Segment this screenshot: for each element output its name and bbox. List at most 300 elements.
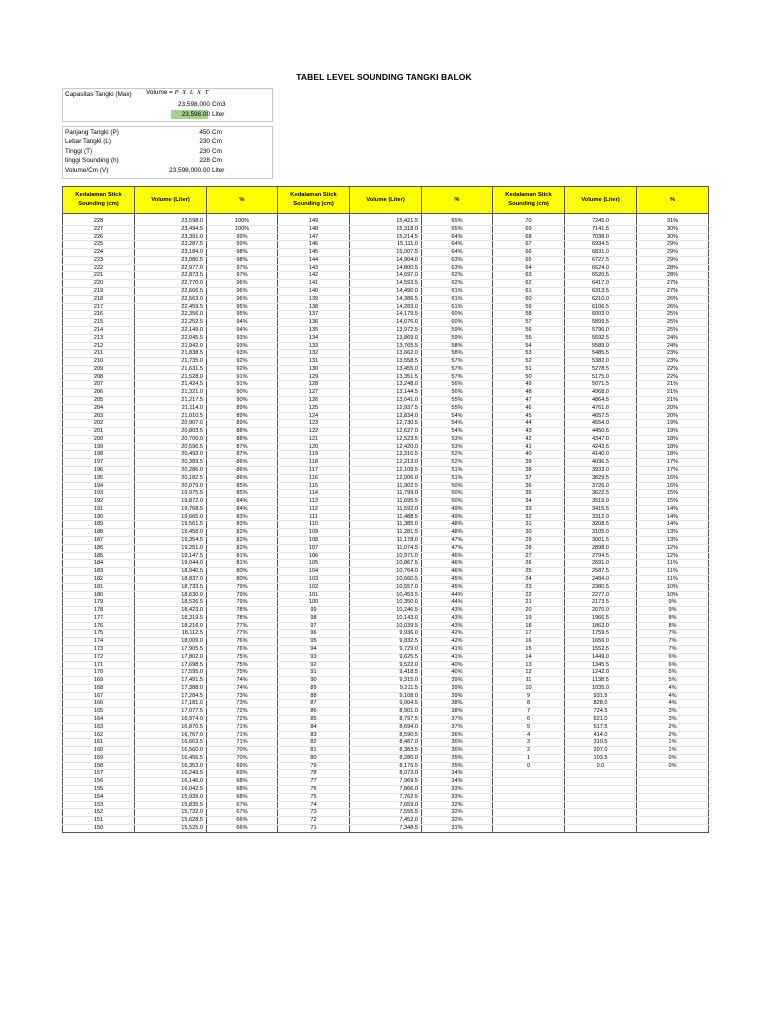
percent-cell: 7%: [637, 638, 709, 646]
depth-cell: 59: [493, 303, 565, 311]
percent-cell: 28%: [637, 272, 709, 280]
percent-cell: 2%: [637, 723, 709, 731]
depth-cell: 110: [278, 521, 350, 529]
volume-cell: 15,318.0: [350, 225, 422, 233]
depth-cell: 145: [278, 249, 350, 257]
percent-cell: [637, 770, 709, 778]
percent-cell: 85%: [207, 490, 278, 498]
depth-cell: 188: [63, 529, 135, 537]
volume-cell: 3208.5: [565, 521, 637, 529]
table-row: [63, 622, 709, 630]
volume-cell: 14,800.5: [350, 264, 422, 272]
percent-cell: 86%: [207, 474, 278, 482]
volume-cell: 20,389.5: [135, 459, 207, 467]
volume-cell: 14,283.0: [350, 303, 422, 311]
percent-cell: 98%: [207, 249, 278, 257]
depth-cell: 69: [493, 225, 565, 233]
percent-cell: 90%: [207, 389, 278, 397]
percent-cell: 72%: [207, 716, 278, 724]
volume-cell: 1345.5: [565, 661, 637, 669]
depth-cell: 120: [278, 443, 350, 451]
volume-cell: 207.0: [565, 747, 637, 755]
formula-prefix: Volume =: [146, 89, 175, 96]
depth-cell: 218: [63, 295, 135, 303]
depth-cell: 28: [493, 544, 565, 552]
dimension-unit: Cm: [212, 147, 222, 155]
percent-cell: 47%: [422, 537, 493, 545]
percent-cell: 72%: [207, 708, 278, 716]
depth-cell: 131: [278, 358, 350, 366]
percent-cell: 64%: [422, 233, 493, 241]
volume-cell: 14,386.5: [350, 295, 422, 303]
percent-cell: 11%: [637, 568, 709, 576]
volume-cell: 10,143.0: [350, 614, 422, 622]
volume-cell: 2898.0: [565, 544, 637, 552]
volume-cell: 18,216.0: [135, 622, 207, 630]
volume-cell: 11,178.0: [350, 537, 422, 545]
depth-cell: 56: [493, 326, 565, 334]
depth-cell: 177: [63, 614, 135, 622]
depth-cell: 205: [63, 396, 135, 404]
table-row: [63, 505, 709, 513]
volume-cell: 20,079.0: [135, 482, 207, 490]
volume-cell: 12,006.0: [350, 474, 422, 482]
depth-cell: 60: [493, 295, 565, 303]
volume-cell: 4036.5: [565, 459, 637, 467]
depth-cell: 63: [493, 272, 565, 280]
depth-cell: 7: [493, 708, 565, 716]
percent-cell: 22%: [637, 373, 709, 381]
table-row: [63, 537, 709, 545]
percent-cell: 66%: [207, 824, 278, 832]
percent-cell: 26%: [637, 295, 709, 303]
volume-cell: 12,627.0: [350, 428, 422, 436]
volume-cell: 14,490.0: [350, 288, 422, 296]
percent-cell: 56%: [422, 389, 493, 397]
volume-cell: 11,074.5: [350, 544, 422, 552]
depth-cell: 195: [63, 474, 135, 482]
table-row: [63, 591, 709, 599]
table-row: [63, 288, 709, 296]
depth-cell: 211: [63, 350, 135, 358]
dimension-unit: Cm: [212, 129, 222, 136]
percent-cell: 50%: [422, 482, 493, 490]
table-row: [63, 342, 709, 350]
table-row: [63, 661, 709, 669]
depth-cell: 4: [493, 731, 565, 739]
percent-cell: 95%: [207, 311, 278, 319]
volume-cell: 18,009.0: [135, 638, 207, 646]
volume-cell: 14,904.0: [350, 256, 422, 264]
depth-cell: 93: [278, 653, 350, 661]
depth-cell: 51: [493, 365, 565, 373]
table-row: [63, 583, 709, 591]
depth-cell: 100: [278, 599, 350, 607]
percent-cell: 15%: [637, 490, 709, 498]
table-row: [63, 225, 709, 233]
volume-cell: 22,666.5: [135, 288, 207, 296]
depth-cell: 22: [493, 591, 565, 599]
depth-cell: 16: [493, 638, 565, 646]
volume-cell: 15,421.5: [350, 218, 422, 225]
volume-cell: 3105.0: [565, 529, 637, 537]
percent-cell: 63%: [422, 264, 493, 272]
percent-cell: 4%: [637, 700, 709, 708]
depth-cell: 166: [63, 700, 135, 708]
volume-cell: 18,733.5: [135, 583, 207, 591]
table-row: [63, 801, 709, 809]
volume-cell: 17,802.0: [135, 653, 207, 661]
percent-cell: 21%: [637, 396, 709, 404]
volume-cell: 8,073.0: [350, 770, 422, 778]
depth-cell: 8: [493, 700, 565, 708]
percent-cell: 23%: [637, 358, 709, 366]
depth-cell: 17: [493, 630, 565, 638]
percent-cell: 1%: [637, 739, 709, 747]
table-row: [63, 552, 709, 560]
volume-cell: 18,526.5: [135, 599, 207, 607]
depth-cell: 221: [63, 272, 135, 280]
volume-cell: 17,284.5: [135, 692, 207, 700]
depth-cell: 40: [493, 451, 565, 459]
depth-cell: 87: [278, 700, 350, 708]
volume-formula: [146, 89, 209, 96]
percent-cell: 19%: [637, 428, 709, 436]
depth-cell: 214: [63, 326, 135, 334]
volume-cell: 10,971.0: [350, 552, 422, 560]
volume-cell: 8,797.5: [350, 716, 422, 724]
volume-cell: 15,835.5: [135, 801, 207, 809]
volume-cell: 16,353.0: [135, 762, 207, 770]
volume-cell: 16,146.0: [135, 778, 207, 786]
percent-cell: 50%: [422, 498, 493, 506]
percent-cell: 18%: [637, 435, 709, 443]
percent-cell: 81%: [207, 552, 278, 560]
volume-cell: 17,491.5: [135, 677, 207, 685]
depth-cell: 181: [63, 583, 135, 591]
dimension-unit: Cm: [212, 138, 222, 146]
volume-cell: 2380.5: [565, 583, 637, 591]
percent-cell: 6%: [637, 653, 709, 661]
table-row: [63, 645, 709, 653]
percent-cell: 73%: [207, 700, 278, 708]
depth-cell: 14: [493, 653, 565, 661]
volume-cell: 13,662.0: [350, 350, 422, 358]
depth-cell: [493, 801, 565, 809]
table-row: [63, 692, 709, 700]
depth-cell: 84: [278, 723, 350, 731]
depth-cell: 6: [493, 716, 565, 724]
volume-cell: 22,977.0: [135, 264, 207, 272]
table-row: [63, 770, 709, 778]
column-header: %: [422, 187, 493, 214]
volume-cell: 16,249.5: [135, 770, 207, 778]
column-header: Volume (Liter): [350, 187, 422, 214]
depth-cell: 19: [493, 614, 565, 622]
volume-cell: 12,420.0: [350, 443, 422, 451]
depth-cell: 66: [493, 249, 565, 257]
dimension-value: 23,598,000.00: [169, 166, 210, 174]
percent-cell: 43%: [422, 622, 493, 630]
volume-cell: 0.0: [565, 762, 637, 770]
depth-cell: 178: [63, 607, 135, 615]
table-row: [63, 521, 709, 529]
depth-cell: 49: [493, 381, 565, 389]
volume-cell: [565, 778, 637, 786]
depth-cell: 114: [278, 490, 350, 498]
volume-cell: [565, 817, 637, 825]
volume-cell: 13,144.5: [350, 389, 422, 397]
percent-cell: 36%: [422, 747, 493, 755]
dimension-label: Volume/Cm (V): [65, 166, 109, 174]
dimension-unit: Cm: [212, 157, 222, 165]
volume-cell: 828.0: [565, 700, 637, 708]
depth-cell: 34: [493, 498, 565, 506]
table-row: [63, 653, 709, 661]
dimension-label: Tinggi (T): [65, 147, 93, 155]
depth-cell: 50: [493, 373, 565, 381]
percent-cell: 95%: [207, 303, 278, 311]
percent-cell: 46%: [422, 568, 493, 576]
table-row: [63, 754, 709, 762]
percent-cell: 88%: [207, 435, 278, 443]
table-row: [63, 630, 709, 638]
percent-cell: 74%: [207, 677, 278, 685]
volume-cell: 16,663.5: [135, 739, 207, 747]
percent-cell: 67%: [207, 809, 278, 817]
dimension-row: [63, 129, 272, 138]
percent-cell: 22%: [637, 365, 709, 373]
depth-cell: 217: [63, 303, 135, 311]
depth-cell: 96: [278, 630, 350, 638]
volume-cell: 11,281.5: [350, 529, 422, 537]
percent-cell: 7%: [637, 630, 709, 638]
percent-cell: 2%: [637, 731, 709, 739]
depth-cell: 58: [493, 311, 565, 319]
depth-cell: 193: [63, 490, 135, 498]
depth-cell: 130: [278, 365, 350, 373]
volume-cell: 13,765.5: [350, 342, 422, 350]
percent-cell: 14%: [637, 505, 709, 513]
table-row: [63, 817, 709, 825]
percent-cell: 10%: [637, 591, 709, 599]
volume-cell: 103.5: [565, 754, 637, 762]
depth-cell: 78: [278, 770, 350, 778]
depth-cell: 122: [278, 428, 350, 436]
depth-cell: 55: [493, 334, 565, 342]
volume-cell: 14,076.0: [350, 319, 422, 327]
percent-cell: 70%: [207, 747, 278, 755]
volume-cell: 10,350.0: [350, 599, 422, 607]
volume-cell: 20,803.5: [135, 428, 207, 436]
percent-cell: 77%: [207, 630, 278, 638]
depth-cell: 80: [278, 754, 350, 762]
volume-cell: 20,182.5: [135, 474, 207, 482]
depth-cell: 109: [278, 529, 350, 537]
volume-cell: 1138.5: [565, 677, 637, 685]
depth-cell: 184: [63, 560, 135, 568]
percent-cell: 80%: [207, 568, 278, 576]
percent-cell: 78%: [207, 607, 278, 615]
table-row: [63, 435, 709, 443]
table-row: [63, 786, 709, 794]
percent-cell: 5%: [637, 677, 709, 685]
volume-cell: [565, 809, 637, 817]
percent-cell: 83%: [207, 513, 278, 521]
percent-cell: 43%: [422, 607, 493, 615]
volume-cell: [565, 770, 637, 778]
table-row: [63, 778, 709, 786]
depth-cell: 115: [278, 482, 350, 490]
percent-cell: 100%: [207, 218, 278, 225]
table-row: [63, 498, 709, 506]
depth-cell: 160: [63, 747, 135, 755]
depth-cell: 200: [63, 435, 135, 443]
volume-cell: 2484.0: [565, 575, 637, 583]
percent-cell: 4%: [637, 692, 709, 700]
percent-cell: 25%: [637, 319, 709, 327]
percent-cell: 61%: [422, 288, 493, 296]
percent-cell: 89%: [207, 412, 278, 420]
depth-cell: 106: [278, 552, 350, 560]
volume-cell: 9,625.5: [350, 653, 422, 661]
volume-cell: 1449.0: [565, 653, 637, 661]
depth-cell: 175: [63, 630, 135, 638]
depth-cell: 153: [63, 801, 135, 809]
depth-cell: 159: [63, 754, 135, 762]
depth-cell: 47: [493, 396, 565, 404]
table-row: [63, 529, 709, 537]
depth-cell: 105: [278, 560, 350, 568]
volume-cell: 2070.0: [565, 607, 637, 615]
percent-cell: 85%: [207, 482, 278, 490]
depth-cell: [493, 809, 565, 817]
dimension-label: tinggi Sounding (h): [65, 157, 119, 165]
depth-cell: 135: [278, 326, 350, 334]
depth-cell: 2: [493, 747, 565, 755]
depth-cell: 74: [278, 801, 350, 809]
depth-cell: 144: [278, 256, 350, 264]
depth-cell: 29: [493, 537, 565, 545]
percent-cell: 35%: [422, 754, 493, 762]
volume-cell: 17,698.5: [135, 661, 207, 669]
volume-cell: 5796.0: [565, 326, 637, 334]
dimension-label: Lebar Tangki (L): [65, 138, 112, 146]
percent-cell: 0%: [637, 754, 709, 762]
table-row: [63, 467, 709, 475]
volume-cell: 14,593.5: [350, 280, 422, 288]
depth-cell: 186: [63, 544, 135, 552]
percent-cell: 96%: [207, 280, 278, 288]
table-row: [63, 264, 709, 272]
percent-cell: 82%: [207, 544, 278, 552]
percent-cell: 71%: [207, 723, 278, 731]
depth-cell: 215: [63, 319, 135, 327]
depth-cell: 26: [493, 560, 565, 568]
volume-cell: 7,348.5: [350, 824, 422, 832]
depth-cell: 158: [63, 762, 135, 770]
volume-cell: 18,423.0: [135, 607, 207, 615]
volume-cell: 11,592.0: [350, 505, 422, 513]
percent-cell: 62%: [422, 280, 493, 288]
percent-cell: 54%: [422, 412, 493, 420]
percent-cell: 59%: [422, 326, 493, 334]
table-row: [63, 731, 709, 739]
percent-cell: 26%: [637, 303, 709, 311]
volume-cell: 5692.5: [565, 334, 637, 342]
depth-cell: [493, 770, 565, 778]
volume-cell: 7245.0: [565, 218, 637, 225]
depth-cell: 134: [278, 334, 350, 342]
volume-cell: 9,522.0: [350, 661, 422, 669]
depth-cell: 108: [278, 537, 350, 545]
depth-cell: 81: [278, 747, 350, 755]
depth-cell: 156: [63, 778, 135, 786]
depth-cell: 126: [278, 396, 350, 404]
percent-cell: 46%: [422, 552, 493, 560]
percent-cell: 29%: [637, 256, 709, 264]
percent-cell: 18%: [637, 443, 709, 451]
depth-cell: 199: [63, 443, 135, 451]
percent-cell: 68%: [207, 786, 278, 794]
percent-cell: 64%: [422, 249, 493, 257]
volume-cell: 12,523.5: [350, 435, 422, 443]
volume-cell: 10,557.0: [350, 583, 422, 591]
depth-cell: 142: [278, 272, 350, 280]
volume-cell: 8,176.5: [350, 762, 422, 770]
volume-cell: 8,487.0: [350, 739, 422, 747]
depth-cell: 99: [278, 607, 350, 615]
percent-cell: 63%: [422, 256, 493, 264]
percent-cell: 80%: [207, 575, 278, 583]
table-row: [63, 358, 709, 366]
volume-cell: 4554.0: [565, 420, 637, 428]
percent-cell: 8%: [637, 614, 709, 622]
percent-cell: 87%: [207, 443, 278, 451]
depth-cell: 133: [278, 342, 350, 350]
volume-cell: 23,494.5: [135, 225, 207, 233]
depth-cell: 208: [63, 373, 135, 381]
percent-cell: 37%: [422, 723, 493, 731]
percent-cell: 9%: [637, 599, 709, 607]
depth-cell: 11: [493, 677, 565, 685]
percent-cell: 93%: [207, 342, 278, 350]
volume-cell: 19,458.0: [135, 529, 207, 537]
volume-cell: 19,872.0: [135, 498, 207, 506]
depth-cell: 206: [63, 389, 135, 397]
percent-cell: 79%: [207, 583, 278, 591]
percent-cell: 38%: [422, 700, 493, 708]
volume-cell: 9,211.5: [350, 684, 422, 692]
volume-cell: 9,004.5: [350, 700, 422, 708]
percent-cell: 35%: [422, 762, 493, 770]
volume-cell: 20,286.0: [135, 467, 207, 475]
volume-cell: 15,628.5: [135, 817, 207, 825]
percent-cell: 71%: [207, 739, 278, 747]
depth-cell: 190: [63, 513, 135, 521]
depth-cell: 10: [493, 684, 565, 692]
depth-cell: 167: [63, 692, 135, 700]
depth-cell: 148: [278, 225, 350, 233]
percent-cell: 54%: [422, 420, 493, 428]
volume-cell: 4450.5: [565, 428, 637, 436]
percent-cell: 41%: [422, 645, 493, 653]
percent-cell: 36%: [422, 731, 493, 739]
percent-cell: 24%: [637, 342, 709, 350]
table-row: [63, 599, 709, 607]
percent-cell: 15%: [637, 498, 709, 506]
percent-cell: 87%: [207, 451, 278, 459]
